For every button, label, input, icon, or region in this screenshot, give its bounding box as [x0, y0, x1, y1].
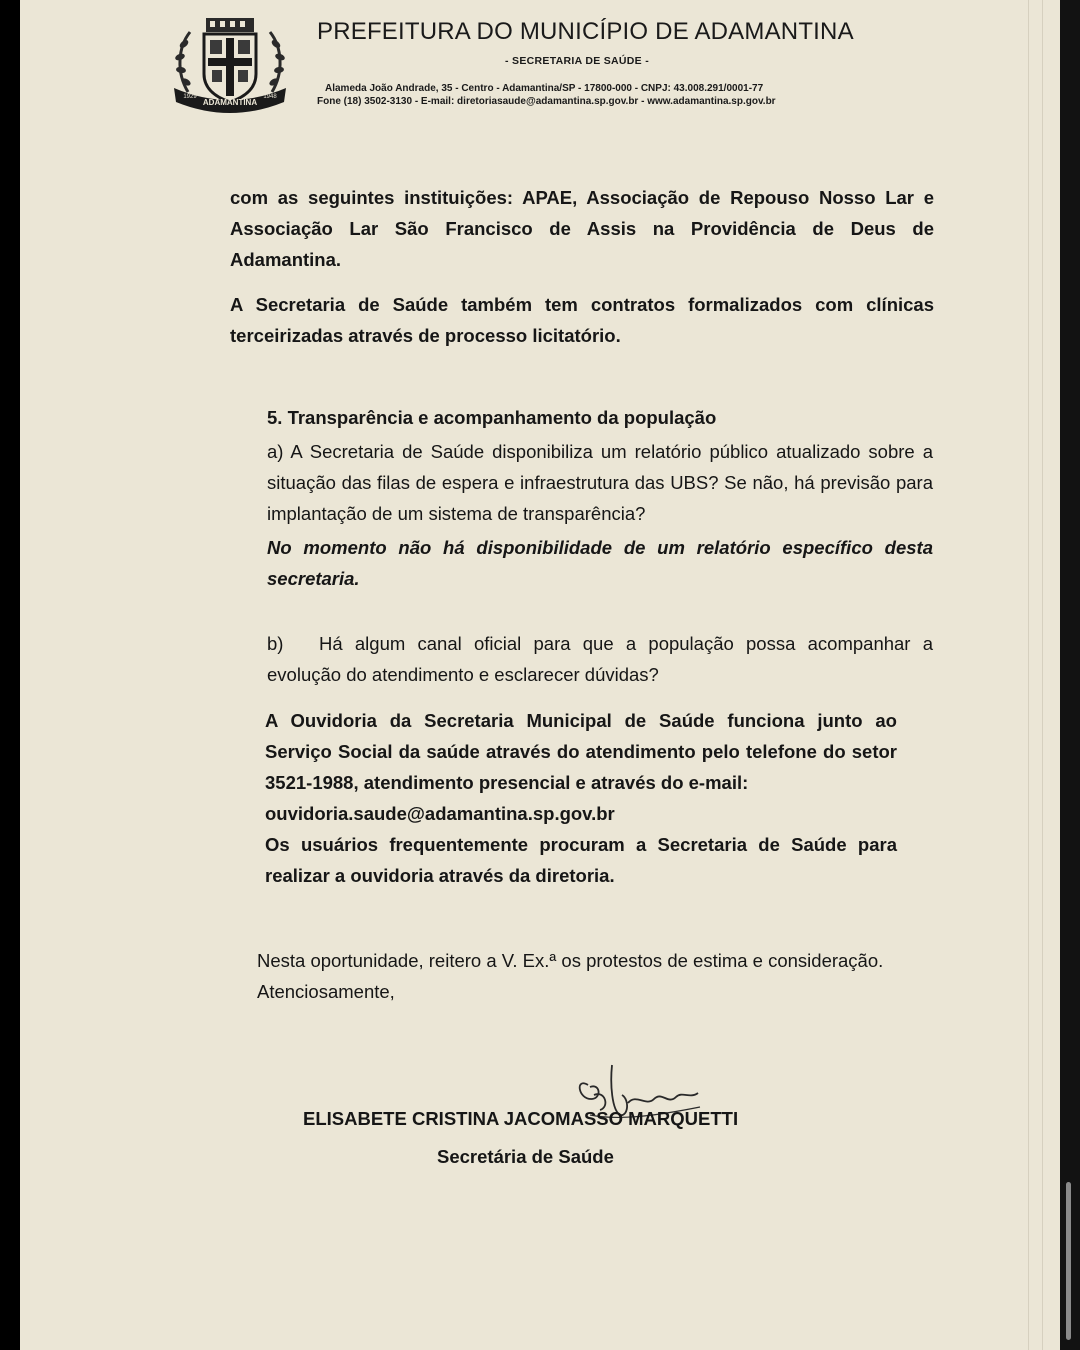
letterhead-subtitle: - SECRETARIA DE SAÚDE - [505, 55, 649, 67]
answer-a: No momento não há disponibilidade de um relatório específico desta secretaria. [267, 537, 933, 589]
scrollbar-thumb[interactable] [1066, 1182, 1071, 1340]
coat-of-arms-ribbon-label: ADAMANTINA [202, 98, 258, 107]
answer-b-followup: Os usuários frequentemente procuram a Secretaria de Saúde para realizar a ouvidoria através da diretoria. [265, 834, 897, 886]
question-b-label: b) [267, 633, 284, 654]
coat-of-arms-icon [160, 12, 300, 122]
section-heading: 5. Transparência e acompanhamento da população [267, 407, 717, 428]
letterhead-title: PREFEITURA DO MUNICÍPIO DE ADAMANTINA [317, 18, 854, 45]
closing-block [257, 945, 927, 1007]
ouvidoria-email: ouvidoria.saude@adamantina.sp.gov.br [265, 803, 615, 824]
question-b-text: Há algum canal oficial para que a população possa acompanhar a evolução do atendimento e esclarecer dúvidas? [267, 633, 933, 685]
closing-text: Nesta oportunidade, reitero a V. Ex.ª os protestos de estima e consideração. [257, 950, 884, 971]
letterhead-address: Alameda João Andrade, 35 - Centro - Adamantina/SP - 17800-000 - CNPJ: 43.008.291/0001-77 [325, 83, 764, 94]
paper-fold-line [1028, 0, 1029, 1350]
coat-of-arms-year-left: 1929 [183, 94, 197, 100]
viewer-margin [1060, 0, 1080, 1350]
question-b [267, 628, 933, 690]
regards-text: Atenciosamente, [257, 981, 395, 1002]
question-a: a) A Secretaria de Saúde disponibiliza um relatório público atualizado sobre a situação das filas de espera e infraestrutura das UBS? Se não, há previsão para implantação de um sistema de transparência? [267, 441, 933, 524]
signatory-title: Secretária de Saúde [437, 1146, 614, 1167]
paragraph-institutions: com as seguintes instituições: APAE, Associação de Repouso Nosso Lar e Associação Lar São Francisco de Assis na Providência de Deus de Adamantina. [230, 187, 934, 270]
coat-of-arms-year-right: 1948 [263, 94, 277, 100]
answer-b-text: A Ouvidoria da Secretaria Municipal de Saúde funciona junto ao Serviço Social da saúde através do atendimento pelo telefone do setor 3521-1988, atendimento presencial e através do e-mail: [265, 710, 897, 793]
paper-fold-line [1042, 0, 1043, 1350]
answer-b [265, 705, 897, 891]
paragraph-contracts: A Secretaria de Saúde também tem contratos formalizados com clínicas terceirizadas através de processo licitatório. [230, 294, 934, 346]
letterhead-contact: Fone (18) 3502-3130 - E-mail: diretoriasaude@adamantina.sp.gov.br - www.adamantina.sp.gov.br [317, 96, 776, 107]
signatory-name: ELISABETE CRISTINA JACOMASSO MARQUETTI [303, 1108, 739, 1129]
